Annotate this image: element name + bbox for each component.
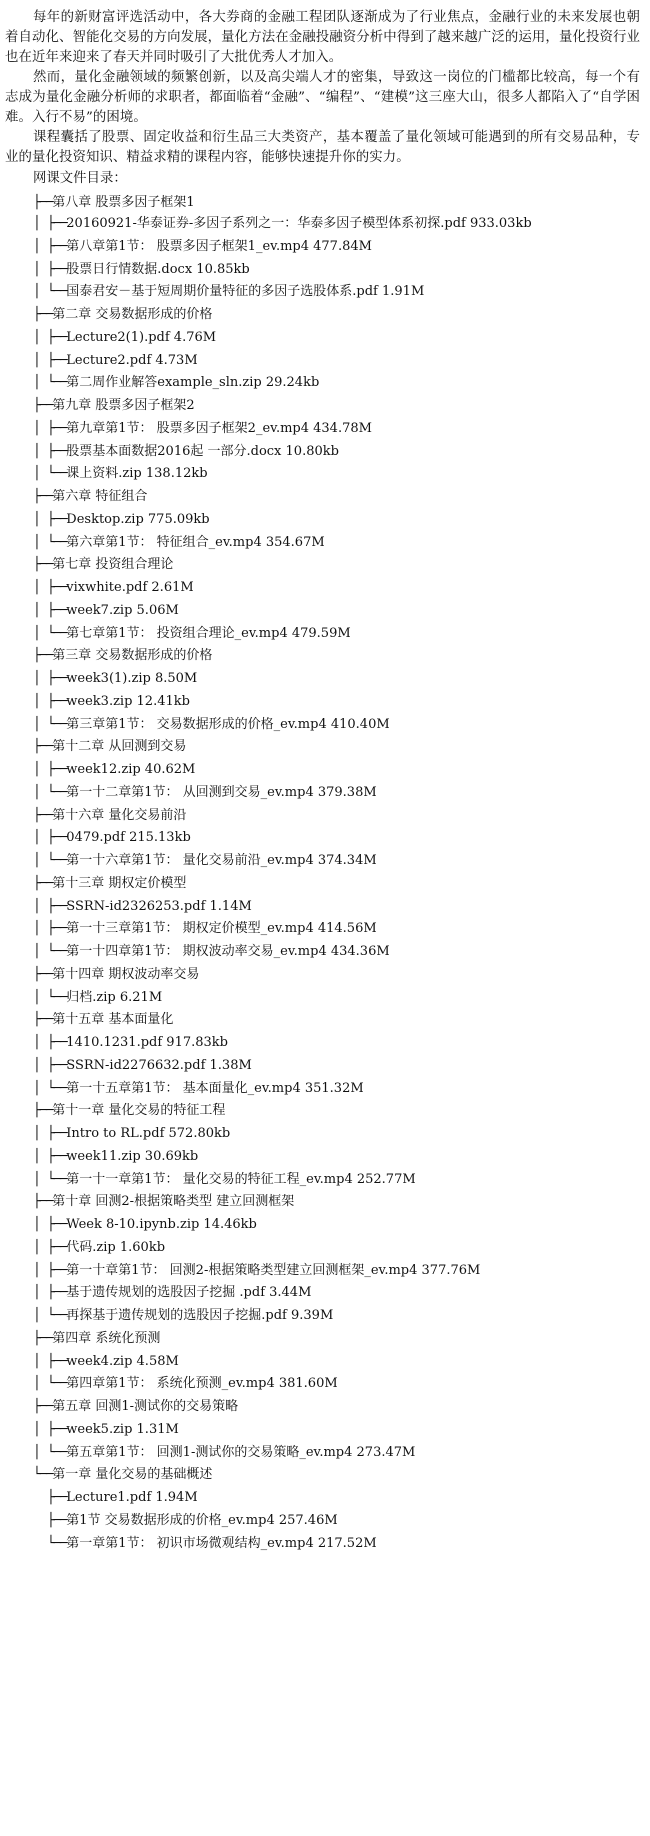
chapter-folder-name: 第五章 回测1-测试你的交易策略 — [52, 1399, 239, 1414]
tree-branch-glyph: ├── — [47, 216, 67, 231]
tree-vertical-glyph: │ — [33, 602, 40, 618]
file-name: 第七章第1节： 投资组合理论_ev.mp4 479.59M — [66, 625, 351, 641]
tree-vertical-glyph: │ — [33, 375, 40, 391]
tree-branch-glyph: ├── — [33, 1012, 53, 1028]
file-entry — [33, 350, 640, 373]
tree-branch-glyph: └── — [47, 989, 67, 1005]
tree-vertical-glyph: │ — [33, 1239, 40, 1255]
tree-branch-glyph: └── — [47, 466, 67, 482]
file-name: 股票基本面数据2016起 一部分.docx 10.80kb — [66, 443, 339, 459]
file-name: 第四章第1节： 系统化预测_ev.mp4 381.60M — [66, 1376, 338, 1392]
file-name: 第五章第1节： 回测1-测试你的交易策略_ev.mp4 273.47M — [66, 1444, 416, 1460]
tree-branch-glyph: ├── — [47, 580, 67, 595]
file-entry — [33, 623, 640, 646]
file-entry — [33, 1510, 640, 1533]
file-entry — [33, 1237, 640, 1260]
file-name: 第一十三章第1节： 期权定价模型_ev.mp4 414.56M — [66, 921, 377, 937]
file-name: 第六章第1节： 特征组合_ev.mp4 354.67M — [66, 534, 325, 550]
chapter-folder-name: 第四章 系统化预测 — [52, 1330, 161, 1346]
chapter-folder-name: 第十章 回测2-根据策略类型 建立回测框架 — [52, 1194, 295, 1210]
file-entry — [33, 509, 640, 532]
chapter-folder-name: 第八章 股票多因子框架1 — [52, 195, 195, 210]
file-name: 归档.zip 6.21M — [66, 989, 163, 1005]
chapter-folder — [33, 554, 640, 577]
tree-vertical-glyph: │ — [33, 1148, 40, 1164]
tree-branch-glyph: ├── — [33, 489, 53, 504]
intro-paragraph-1: 每年的新财富评选活动中，各大券商的金融工程团队逐渐成为了行业焦点，金融行业的未来发展也朝着自动化、智能化交易的方向发展，量化方法在金融投融资分析中得到了越来越广泛的运用，量化投资行业也在近年来迎来了春天并同时吸引了大批优秀人才加入。 — [5, 10, 640, 65]
file-name: 第一十一章第1节： 量化交易的特征工程_ev.mp4 252.77M — [66, 1171, 416, 1187]
tree-vertical-glyph: │ — [33, 625, 40, 641]
tree-branch-glyph: ├── — [33, 307, 53, 322]
tree-branch-glyph: └── — [47, 716, 67, 732]
file-entry — [33, 418, 640, 441]
file-entry — [33, 441, 640, 464]
tree-branch-glyph: └── — [47, 1444, 67, 1460]
tree-branch-glyph: ├── — [47, 1057, 67, 1073]
file-entry — [33, 1533, 640, 1556]
file-entry — [33, 1169, 640, 1192]
file-name: 基于遗传规划的选股因子挖掘 .pdf 3.44M — [66, 1285, 312, 1301]
tree-vertical-glyph: │ — [33, 329, 40, 345]
tree-vertical-glyph: │ — [33, 443, 40, 459]
chapter-folder — [33, 1191, 640, 1214]
chapter-folder — [33, 736, 640, 759]
tree-vertical-glyph: │ — [33, 216, 40, 231]
tree-branch-glyph: ├── — [47, 1512, 67, 1528]
file-name: vixwhite.pdf 2.61M — [66, 580, 194, 595]
file-entry — [33, 714, 640, 737]
file-name: 第三章第1节： 交易数据形成的价格_ev.mp4 410.40M — [66, 716, 390, 732]
chapter-folder — [33, 1328, 640, 1351]
intro-paragraph-2: 然而，量化金融领域的频繁创新，以及高尖端人才的密集，导致这一岗位的门槛都比较高，每一个有志成为量化金融分析师的求职者，都面临着“金融”、“编程”、“建模”这三座大山，很多人都陷入了“自学困难。入行不易”的困境。 — [5, 70, 640, 125]
file-name: 第一十五章第1节： 基本面量化_ev.mp4 351.32M — [66, 1080, 364, 1096]
chapter-folder-name: 第一章 量化交易的基础概述 — [52, 1467, 213, 1483]
tree-branch-glyph: ├── — [47, 238, 67, 254]
file-name: 股票日行情数据.docx 10.85kb — [66, 261, 250, 277]
tree-branch-glyph: └── — [47, 944, 67, 959]
file-entry — [33, 213, 640, 236]
file-entry — [33, 1419, 640, 1442]
file-entry — [33, 1146, 640, 1169]
tree-branch-glyph: ├── — [47, 1239, 67, 1255]
tree-branch-glyph: ├── — [47, 1490, 67, 1505]
tree-vertical-glyph: │ — [33, 944, 40, 959]
tree-vertical-glyph: │ — [33, 466, 40, 482]
tree-vertical-glyph: │ — [33, 1421, 40, 1437]
file-entry — [33, 1032, 640, 1055]
file-name: Lecture1.pdf 1.94M — [66, 1490, 198, 1505]
tree-branch-glyph: └── — [47, 853, 67, 868]
tree-vertical-glyph: │ — [33, 1171, 40, 1187]
tree-vertical-glyph: │ — [33, 1126, 40, 1141]
tree-branch-glyph: ├── — [33, 398, 53, 413]
tree-branch-glyph: ├── — [33, 1194, 53, 1210]
tree-branch-glyph: ├── — [47, 671, 67, 686]
tree-branch-glyph: └── — [33, 1467, 53, 1483]
chapter-folder — [33, 645, 640, 668]
tree-branch-glyph: ├── — [47, 1421, 67, 1437]
tree-branch-glyph: ├── — [47, 1217, 67, 1232]
tree-branch-glyph: ├── — [33, 195, 53, 210]
file-name: 20160921-华泰证券-多因子系列之一：华泰多因子模型体系初探.pdf 933.03kb — [66, 216, 532, 231]
tree-vertical-glyph: │ — [33, 830, 40, 846]
file-name: Week 8-10.ipynb.zip 14.46kb — [66, 1217, 257, 1232]
tree-branch-glyph: ├── — [47, 261, 67, 277]
tree-vertical-glyph: │ — [33, 352, 40, 368]
tree-vertical-glyph: │ — [33, 1376, 40, 1392]
file-name: SSRN-id2326253.pdf 1.14M — [66, 898, 252, 914]
tree-branch-glyph: ├── — [47, 602, 67, 618]
tree-vertical-glyph: │ — [33, 693, 40, 709]
tree-vertical-glyph: │ — [33, 1285, 40, 1301]
tree-vertical-glyph: │ — [33, 1444, 40, 1460]
file-entry — [33, 1055, 640, 1078]
tree-vertical-glyph: │ — [33, 1353, 40, 1369]
file-entry — [33, 1123, 640, 1146]
tree-vertical-glyph: │ — [33, 1035, 40, 1050]
file-entry — [33, 281, 640, 304]
tree-branch-glyph: └── — [47, 1535, 67, 1551]
file-entry — [33, 896, 640, 919]
chapter-folder-name: 第九章 股票多因子框架2 — [52, 398, 195, 413]
chapter-folder — [33, 964, 640, 987]
file-name: week11.zip 30.69kb — [66, 1148, 199, 1164]
tree-vertical-glyph: │ — [33, 989, 40, 1005]
file-entry — [33, 463, 640, 486]
chapter-folder — [33, 486, 640, 509]
tree-branch-glyph: ├── — [33, 557, 53, 573]
chapter-folder-name: 第二章 交易数据形成的价格 — [52, 307, 213, 322]
file-name: week5.zip 1.31M — [66, 1421, 179, 1437]
file-entry — [33, 327, 640, 350]
file-name: week7.zip 5.06M — [66, 602, 179, 618]
tree-vertical-glyph: │ — [33, 762, 40, 777]
tree-branch-glyph: ├── — [47, 898, 67, 914]
tree-branch-glyph: └── — [47, 1171, 67, 1187]
chapter-folder — [33, 1009, 640, 1032]
tree-branch-glyph: ├── — [47, 1148, 67, 1164]
file-name: 国泰君安－基于短周期价量特征的多因子选股体系.pdf 1.91M — [66, 284, 425, 300]
file-entry — [33, 236, 640, 259]
tree-branch-glyph: ├── — [47, 762, 67, 777]
tree-branch-glyph: ├── — [33, 1399, 53, 1414]
tree-vertical-glyph: │ — [33, 784, 40, 800]
tree-branch-glyph: ├── — [47, 420, 67, 436]
file-entry — [33, 1282, 640, 1305]
tree-branch-glyph: └── — [47, 625, 67, 641]
file-entry — [33, 1373, 640, 1396]
chapter-folder — [33, 395, 640, 418]
file-entry — [33, 1260, 640, 1283]
file-name: 第一十章第1节： 回测2-根据策略类型建立回测框架_ev.mp4 377.76M — [66, 1262, 481, 1278]
file-name: week4.zip 4.58M — [66, 1353, 179, 1369]
file-name: 0479.pdf 215.13kb — [66, 830, 191, 846]
file-directory-title: 网课文件目录： — [33, 171, 127, 186]
intro-paragraph-3: 课程囊括了股票、固定收益和衍生品三大类资产，基本覆盖了量化领域可能遇到的所有交易品种，专业的量化投资知识、精益求精的课程内容，能够快速提升你的实力。 — [5, 130, 640, 165]
chapter-folder-name: 第七章 投资组合理论 — [52, 557, 174, 573]
file-name: 第一十二章第1节： 从回测到交易_ev.mp4 379.38M — [66, 784, 377, 800]
file-entry — [33, 1442, 640, 1465]
file-name: Desktop.zip 775.09kb — [66, 511, 210, 527]
tree-branch-glyph: └── — [47, 375, 67, 391]
tree-branch-glyph: ├── — [47, 1126, 67, 1141]
file-name: Lecture2.pdf 4.73M — [66, 352, 198, 368]
tree-branch-glyph: └── — [47, 534, 67, 550]
chapter-folder-name: 第十六章 量化交易前沿 — [52, 807, 187, 823]
chapter-folder — [33, 1100, 640, 1123]
tree-vertical-glyph: │ — [33, 534, 40, 550]
file-entry — [33, 941, 640, 964]
file-entry — [33, 1487, 640, 1510]
file-entry — [33, 668, 640, 691]
tree-branch-glyph: ├── — [47, 511, 67, 527]
file-entry — [33, 1214, 640, 1237]
file-entry — [33, 577, 640, 600]
tree-branch-glyph: └── — [47, 784, 67, 800]
tree-vertical-glyph: │ — [33, 261, 40, 277]
chapter-folder-name: 第十五章 基本面量化 — [52, 1012, 174, 1028]
file-entry — [33, 827, 640, 850]
chapter-folder-name: 第十二章 从回测到交易 — [52, 739, 187, 755]
tree-branch-glyph: ├── — [47, 329, 67, 345]
chapter-folder — [33, 192, 640, 213]
file-entry — [33, 918, 640, 941]
chapter-folder — [33, 1396, 640, 1419]
file-name: 代码.zip 1.60kb — [66, 1239, 166, 1255]
tree-branch-glyph: ├── — [33, 875, 53, 891]
tree-branch-glyph: ├── — [33, 648, 53, 664]
file-name: week3.zip 12.41kb — [66, 693, 190, 709]
tree-vertical-glyph: │ — [33, 580, 40, 595]
tree-vertical-glyph: │ — [33, 511, 40, 527]
tree-vertical-glyph: │ — [33, 671, 40, 686]
tree-vertical-glyph: │ — [33, 1080, 40, 1096]
tree-vertical-glyph: │ — [33, 716, 40, 732]
tree-branch-glyph: ├── — [47, 1262, 67, 1278]
chapter-folder — [33, 1464, 640, 1487]
tree-branch-glyph: ├── — [33, 739, 53, 755]
file-entry — [33, 691, 640, 714]
file-name: 第一章第1节： 初识市场微观结构_ev.mp4 217.52M — [66, 1535, 377, 1551]
file-entry — [33, 600, 640, 623]
tree-vertical-glyph: │ — [33, 921, 40, 937]
tree-branch-glyph: ├── — [47, 1353, 67, 1369]
file-entry — [33, 1078, 640, 1101]
file-name: week3(1).zip 8.50M — [66, 671, 198, 686]
tree-branch-glyph: ├── — [47, 921, 67, 937]
file-entry — [33, 372, 640, 395]
tree-branch-glyph: └── — [47, 284, 67, 300]
tree-vertical-glyph: │ — [33, 1057, 40, 1073]
chapter-folder — [33, 873, 640, 896]
tree-vertical-glyph: │ — [33, 1262, 40, 1278]
file-name: week12.zip 40.62M — [66, 762, 196, 777]
file-name: SSRN-id2276632.pdf 1.38M — [66, 1057, 252, 1073]
file-entry — [33, 782, 640, 805]
tree-branch-glyph: └── — [47, 1376, 67, 1392]
chapter-folder-name: 第十三章 期权定价模型 — [52, 875, 187, 891]
tree-vertical-glyph: │ — [33, 238, 40, 254]
file-name: 第八章第1节： 股票多因子框架1_ev.mp4 477.84M — [66, 238, 372, 254]
tree-branch-glyph: ├── — [47, 693, 67, 709]
tree-branch-glyph: ├── — [33, 1103, 53, 1119]
file-entry — [33, 850, 640, 873]
file-name: 第一十四章第1节： 期权波动率交易_ev.mp4 434.36M — [66, 944, 390, 959]
file-name: Intro to RL.pdf 572.80kb — [66, 1126, 231, 1141]
file-name: 再探基于遗传规划的选股因子挖掘.pdf 9.39M — [66, 1308, 334, 1323]
tree-branch-glyph: ├── — [33, 966, 53, 982]
file-name: 第九章第1节： 股票多因子框架2_ev.mp4 434.78M — [66, 420, 372, 436]
tree-vertical-glyph: │ — [33, 1217, 40, 1232]
tree-branch-glyph: ├── — [47, 443, 67, 459]
file-entry — [33, 759, 640, 782]
file-entry — [33, 532, 640, 555]
tree-vertical-glyph: │ — [33, 284, 40, 300]
tree-vertical-glyph: │ — [33, 1308, 40, 1323]
tree-branch-glyph: ├── — [47, 1285, 67, 1301]
file-name: Lecture2(1).pdf 4.76M — [66, 329, 217, 345]
chapter-folder — [33, 304, 640, 327]
tree-branch-glyph: ├── — [33, 1330, 53, 1346]
file-directory-tree — [5, 192, 640, 1555]
tree-branch-glyph: ├── — [33, 807, 53, 823]
tree-vertical-glyph: │ — [33, 898, 40, 914]
tree-branch-glyph: ├── — [47, 352, 67, 368]
chapter-folder-name: 第六章 特征组合 — [52, 489, 148, 504]
file-entry — [33, 1305, 640, 1328]
file-name: 1410.1231.pdf 917.83kb — [66, 1035, 228, 1050]
file-entry — [33, 1351, 640, 1374]
file-entry — [33, 259, 640, 282]
chapter-folder-name: 第三章 交易数据形成的价格 — [52, 648, 213, 664]
file-name: 第一十六章第1节： 量化交易前沿_ev.mp4 374.34M — [66, 853, 377, 868]
tree-branch-glyph: ├── — [47, 1035, 67, 1050]
file-name: 课上资料.zip 138.12kb — [66, 466, 208, 482]
tree-branch-glyph: └── — [47, 1308, 67, 1323]
tree-branch-glyph: └── — [47, 1080, 67, 1096]
tree-vertical-glyph: │ — [33, 853, 40, 868]
tree-branch-glyph: ├── — [47, 830, 67, 846]
chapter-folder-name: 第十四章 期权波动率交易 — [52, 966, 200, 982]
file-name: 第1节 交易数据形成的价格_ev.mp4 257.46M — [66, 1512, 338, 1528]
file-entry — [33, 987, 640, 1010]
file-name: 第二周作业解答example_sln.zip 29.24kb — [66, 375, 320, 391]
chapter-folder — [33, 805, 640, 828]
tree-vertical-glyph: │ — [33, 420, 40, 436]
chapter-folder-name: 第十一章 量化交易的特征工程 — [52, 1103, 226, 1119]
